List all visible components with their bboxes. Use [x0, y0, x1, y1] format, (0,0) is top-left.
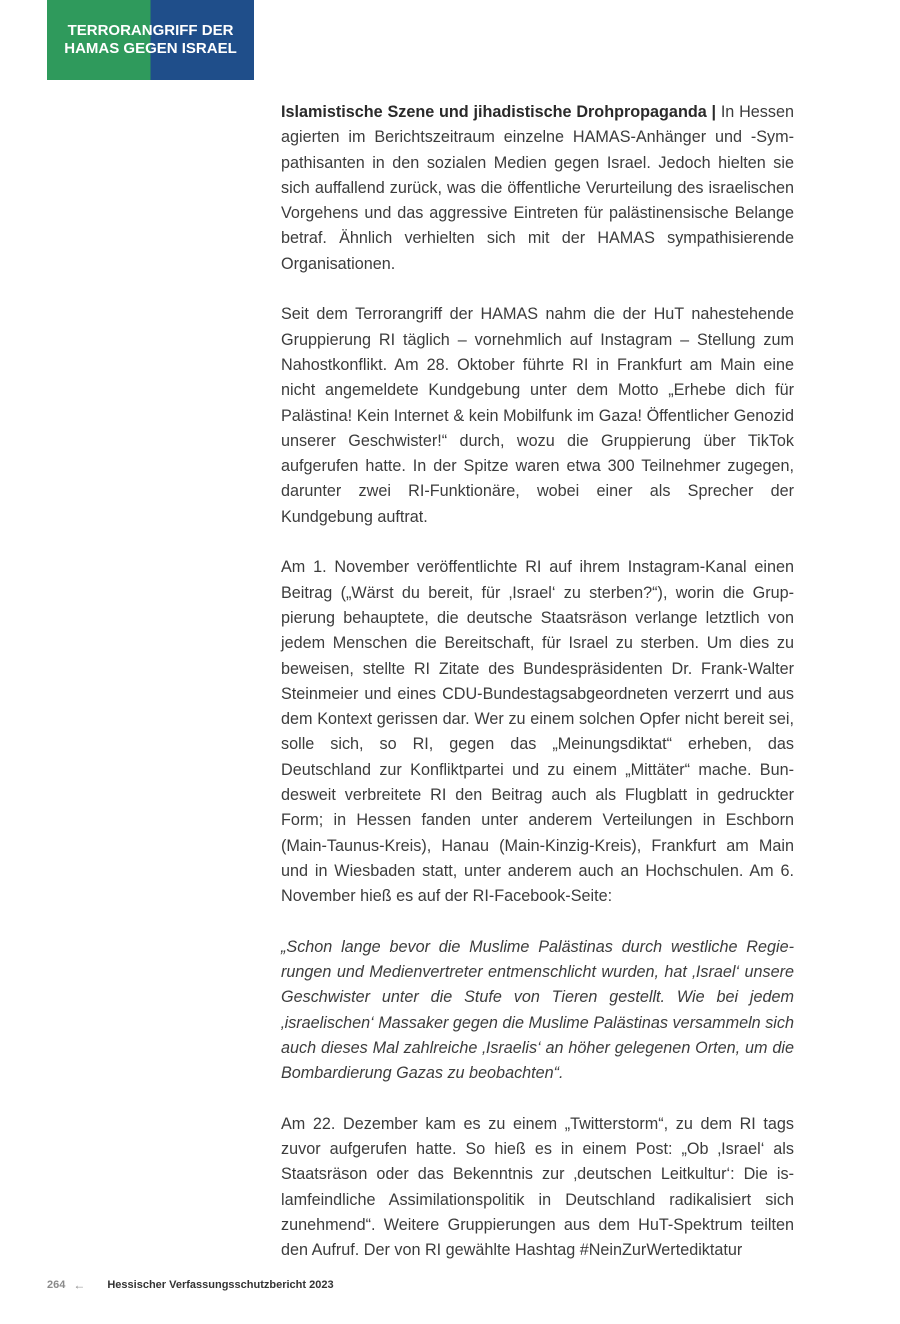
badge-line-2: HAMAS GEGEN ISRAEL [64, 40, 237, 57]
quote-paragraph: „Schon lange bevor die Muslime Palästinas durch westliche Regierungen und Medienvertreter entmenschlicht wurden, hat ‚Israel‘ unsere Geschwister unter die Stufe von Tieren gestellt. Wie bei jedem ‚israelischen‘ Massaker gegen die Muslime Palästinas versammeln sich auch dieses Mal zahlreiche ‚Israelis‘ an höher gelegenen Orten, um die Bombardierung Gazas zu beobachten“. [281, 937, 794, 1083]
main-text [281, 100, 794, 1289]
paragraph-3: Am 1. November veröffentlichte RI auf ihrem Instagram-Kanal einen Beitrag („Wärst du bereit, für ‚Israel‘ zu sterben?“), worin die Gruppierung behauptete, die deutsche Staatsräson verlange letztlich von jedem Menschen die Bereitschaft, für Israel zu sterben. Um dies zu beweisen, stellte RI Zitate des Bundespräsidenten Dr. Frank-Walter Steinmeier und eines CDU-Bundestagsabgeordneten verzerrt und aus dem Kontext gerissen dar. Wer zu einem solchen Opfer nicht bereit sei, solle sich, so RI, gegen das „Meinungsdiktat“ erheben, das Deutschland zur Konfliktpartei und zu einem „Mittäter“ mache. Bundesweit verbreitete RI den Beitrag auch als Flugblatt in gedruckter Form; in Hessen fanden unter anderem Verteilungen in Eschborn (Main-Taunus-Kreis), Hanau (Main-Kinzig-Kreis), Frankfurt am Main und in Wiesbaden statt, unter anderem auch an Hochschulen. Am 6. November hieß es auf der RI-Facebook-Seite: [281, 558, 794, 906]
publication-title: Hessischer Verfassungsschutzbericht 2023 [107, 1279, 334, 1291]
page-number: 264 [47, 1279, 66, 1291]
page-footer [47, 1278, 334, 1292]
section-badge [47, 0, 254, 80]
paragraph-5: Am 22. Dezember kam es zu einem „Twitterstorm“, zu dem RI tags zuvor aufgerufen hatte. So hieß es in einem Post: „Ob ‚Israel‘ als Staatsräson oder das Bekenntnis zur ‚deutschen Leitkultur‘: Die islamfeindliche Assimilationspolitik in Deutschland radikalisiert sich zunehmend“. Weitere Gruppierungen aus dem HuT-Spektrum teilten den Aufruf. Der von RI gewählte Hashtag #NeinZurWertediktatur [281, 1114, 794, 1260]
paragraph-2: Seit dem Terrorangriff der HAMAS nahm die der HuT nahestehende Gruppierung RI täglich – vornehmlich auf Instagram – Stellung zum Nahostkonflikt. Am 28. Oktober führte RI in Frankfurt am Main eine nicht angemeldete Kundgebung unter dem Motto „Erhebe dich für Palästina! Kein Internet & kein Mobilfunk im Gaza! Öffentlicher Genozid unserer Geschwister!“ durch, wozu die Gruppierung über TikTok aufgerufen hatte. In der Spitze waren etwa 300 Teilnehmer zugegen, darunter zwei RI-Funktionäre, wobei einer als Sprecher der Kundgebung auftrat. [281, 305, 794, 526]
paragraph-1-heading: Islamistische Szene und jihadistische Drohpropaganda | [281, 103, 717, 121]
left-arrow-icon[interactable]: ← [73, 1278, 86, 1292]
paragraph-1-text: In Hessen agierten im Berichtszeitraum einzelne HAMAS-Anhänger und -Sympathisanten in den sozialen Medien gegen Israel. Jedoch hielten sie sich auffallend zurück, was die öffentliche Verurteilung des israelischen Vorgehens und das aggressive Eintreten für palästinensische Belange betraf. Ähnlich verhielten sich mit der HAMAS sympathisierende Organisationen. [281, 103, 794, 273]
paragraph-1 [281, 100, 794, 277]
badge-line-1: TERRORANGRIFF DER [67, 22, 234, 39]
